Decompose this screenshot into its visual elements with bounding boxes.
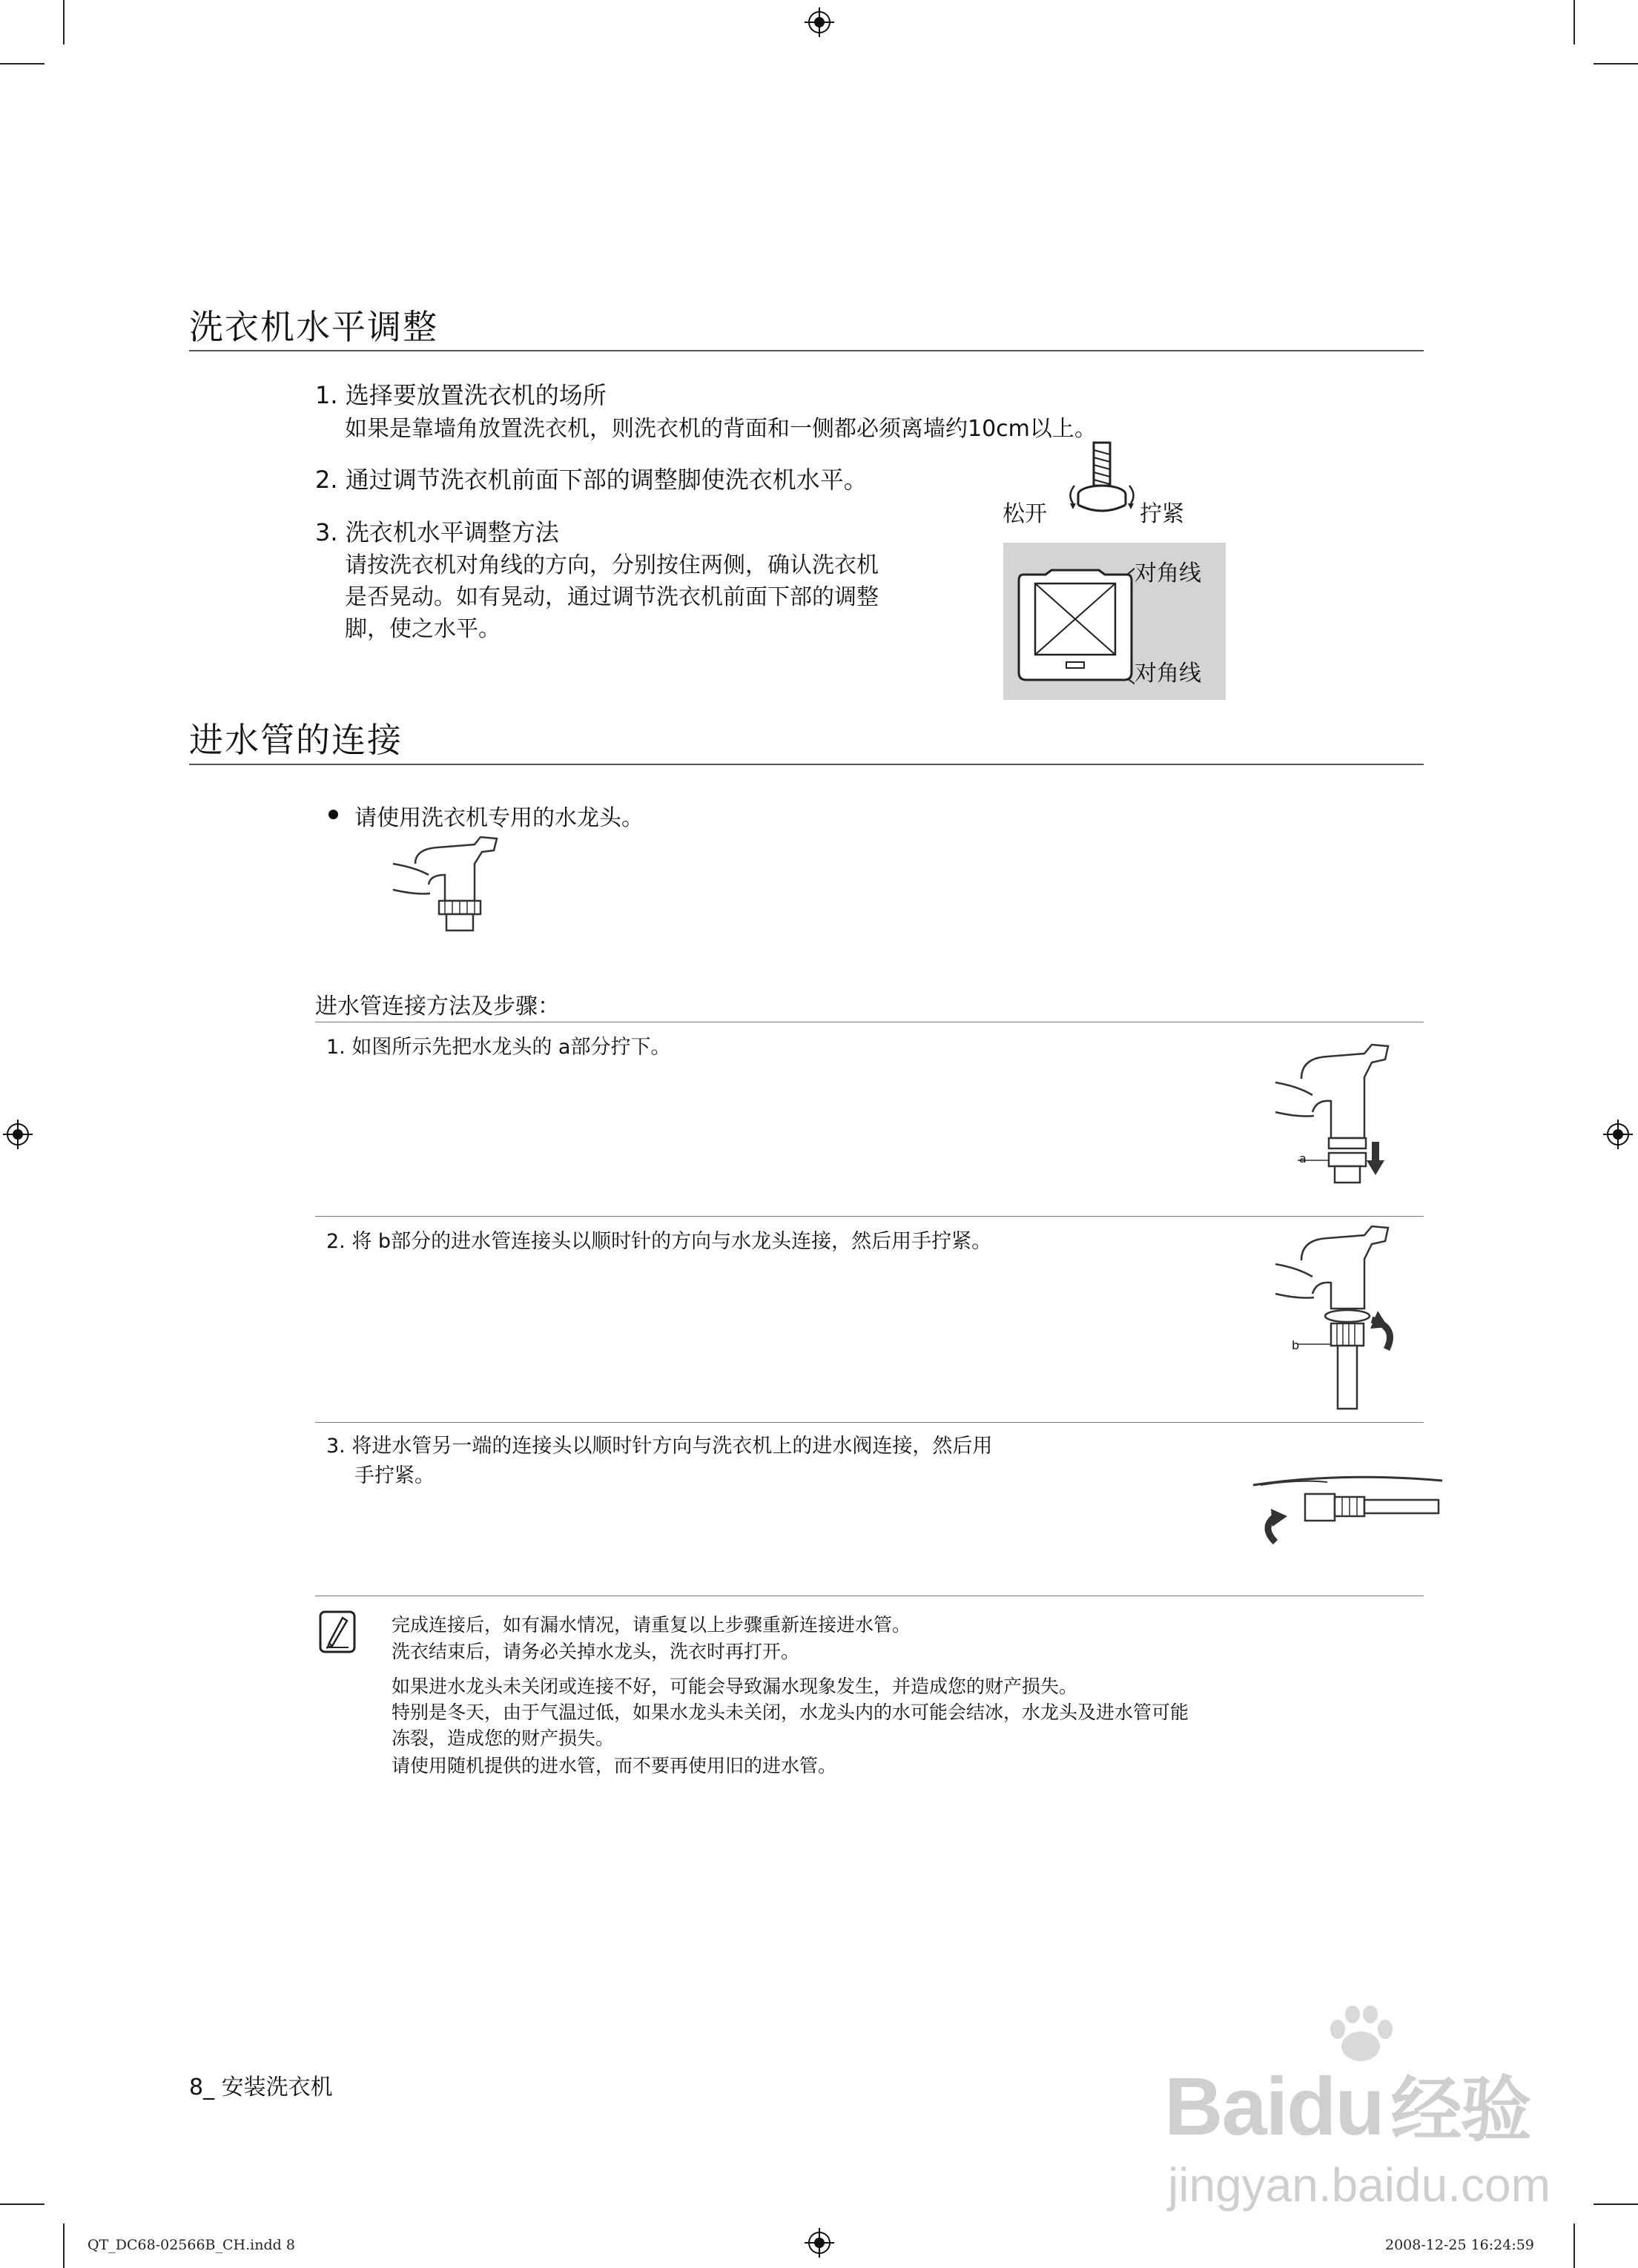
faucet-remove-part-a-icon xyxy=(1261,1042,1394,1190)
section-title-leveling: 洗衣机水平调整 xyxy=(189,307,438,347)
faucet-requirement-bullet: 请使用洗衣机专用的水龙头。 xyxy=(354,805,644,831)
note-pencil-icon xyxy=(319,1610,356,1653)
crop-mark xyxy=(1594,63,1638,65)
inlet-step1: 1. 如图所示先把水龙头的 a部分拧下。 xyxy=(326,1036,671,1059)
crop-mark xyxy=(63,2224,65,2268)
note-line-4: 特别是冬天，由于气温过低，如果水龙头未关闭，水龙头内的水可能会结冰，水龙头及进水管可能 xyxy=(392,1702,1189,1723)
washer-top-view-icon xyxy=(1016,567,1135,686)
step3-body-line1: 请按洗衣机对角线的方向，分别按住两侧，确认洗衣机 xyxy=(345,552,879,578)
note-line-6: 请使用随机提供的进水管，而不要再使用旧的进水管。 xyxy=(392,1755,837,1776)
faucet-attach-connector-b-icon xyxy=(1261,1223,1409,1416)
label-diagonal-top: 对角线 xyxy=(1135,561,1201,586)
step1-title: 1. 选择要放置洗衣机的场所 xyxy=(315,381,607,409)
note-line-2: 洗衣结束后，请务必关掉水龙头，洗衣时再打开。 xyxy=(392,1641,800,1662)
inlet-step3-line1: 3. 将进水管另一端的连接头以顺时针方向与洗衣机上的进水阀连接，然后用 xyxy=(326,1435,993,1458)
watermark-brand xyxy=(1164,2054,1530,2155)
watermark-brand-text: Baidu xyxy=(1164,2061,1384,2152)
inlet-step2: 2. 将 b部分的进水管连接头以顺时针的方向与水龙头连接，然后用手拧紧。 xyxy=(326,1230,992,1253)
inlet-valve-connection-icon xyxy=(1253,1472,1446,1553)
watermark-suffix: 经验 xyxy=(1390,2071,1530,2150)
step2-title: 2. 通过调节洗衣机前面下部的调整脚使洗衣机水平。 xyxy=(315,466,868,494)
section-title-inlet-hose: 进水管的连接 xyxy=(189,720,403,760)
crop-mark xyxy=(1594,2203,1638,2205)
step1-body: 如果是靠墙角放置洗衣机，则洗衣机的背面和一侧都必须离墙约10cm以上。 xyxy=(345,416,1097,442)
steps-subheading: 进水管连接方法及步骤： xyxy=(315,994,560,1019)
label-part-b: b xyxy=(1292,1338,1300,1352)
note-line-3: 如果进水龙头未关闭或连接不好，可能会导致漏水现象发生，并造成您的财产损失。 xyxy=(392,1676,1078,1697)
bullet-dot-icon xyxy=(328,810,338,819)
crop-mark xyxy=(0,63,44,65)
registration-mark-icon xyxy=(805,7,834,37)
registration-mark-icon xyxy=(1603,1120,1633,1149)
note-line-1: 完成连接后，如有漏水情况，请重复以上步骤重新连接进水管。 xyxy=(392,1614,911,1636)
registration-mark-icon xyxy=(3,1120,33,1149)
crop-mark xyxy=(1573,2224,1575,2268)
step3-body-line3: 脚，使之水平。 xyxy=(345,616,501,642)
print-timestamp: 2008-12-25 16:24:59 xyxy=(1385,2237,1534,2253)
label-diagonal-bottom: 对角线 xyxy=(1135,661,1201,687)
step3-body-line2: 是否晃动。如有晃动，通过调节洗衣机前面下部的调整 xyxy=(345,584,879,610)
crop-mark xyxy=(63,0,65,44)
step3-title: 3. 洗衣机水平调整方法 xyxy=(315,518,559,546)
label-part-a: a xyxy=(1299,1151,1307,1166)
registration-mark-icon xyxy=(805,2228,834,2258)
adjustment-foot-icon xyxy=(1064,441,1138,523)
crop-mark xyxy=(1573,0,1575,44)
note-line-5: 冻裂，造成您的财产损失。 xyxy=(392,1728,615,1749)
watermark-url: jingyan.baidu.com xyxy=(1168,2158,1551,2212)
steps-divider xyxy=(315,1422,1424,1423)
label-loosen: 松开 xyxy=(1003,501,1047,527)
section-divider xyxy=(189,764,1424,765)
label-tighten: 拧紧 xyxy=(1140,501,1184,527)
file-info: QT_DC68-02566B_CH.indd 8 xyxy=(87,2237,295,2253)
page-number-label: 8_ 安装洗衣机 xyxy=(189,2074,333,2100)
crop-mark xyxy=(0,2203,44,2205)
inlet-step3-line2: 手拧紧。 xyxy=(354,1464,435,1487)
steps-divider xyxy=(315,1216,1424,1217)
section-divider xyxy=(189,350,1424,351)
faucet-icon xyxy=(386,834,519,945)
